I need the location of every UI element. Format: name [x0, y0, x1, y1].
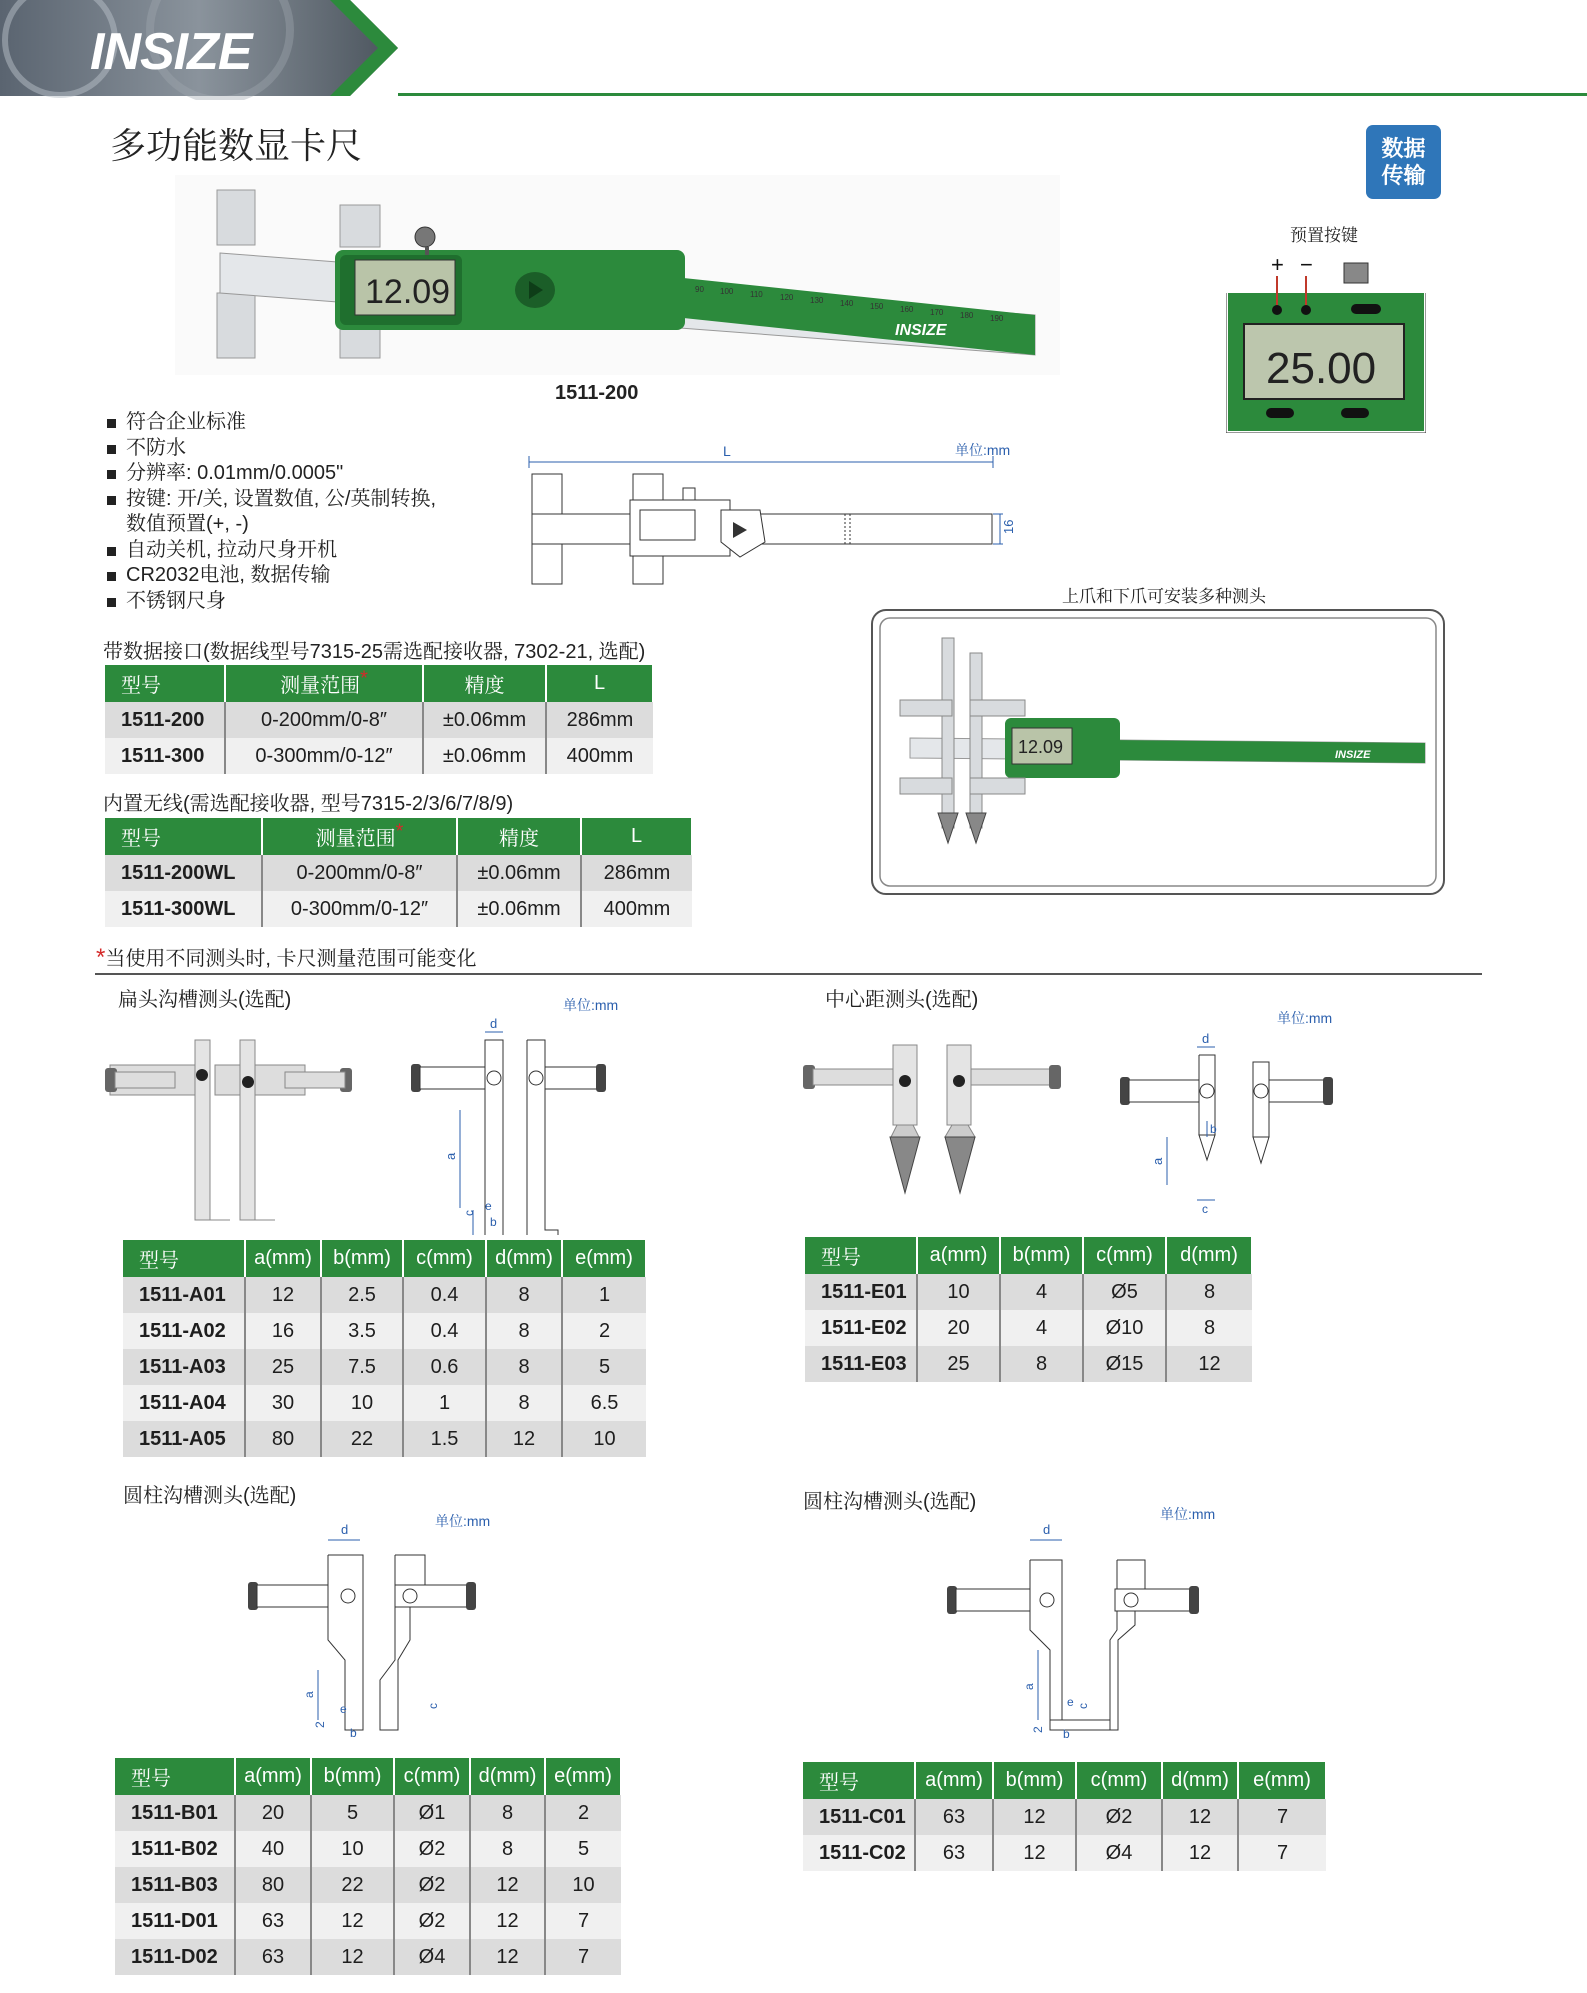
svg-text:180: 180: [960, 311, 974, 320]
table-cell: 25: [245, 1349, 321, 1385]
minus-label: −: [1300, 252, 1313, 277]
dim-label: b: [350, 1726, 357, 1740]
table-header: a(mm): [235, 1758, 311, 1795]
table-cell: 0.4: [403, 1277, 486, 1313]
table-cell: 7: [545, 1939, 621, 1975]
svg-text:120: 120: [780, 293, 794, 302]
badge-line2: 传输: [1381, 163, 1426, 188]
table-cell: 1511-A04: [123, 1385, 245, 1421]
table-cell: 12: [311, 1903, 394, 1939]
svg-text:130: 130: [810, 296, 824, 305]
table2-caption: 内置无线(需选配接收器, 型号7315-2/3/6/7/8/9): [103, 793, 514, 815]
table-cell: 40: [235, 1831, 311, 1867]
table-cell: Ø15: [1083, 1346, 1166, 1382]
dimension-unit: 单位:mm: [955, 442, 1011, 458]
section-c-unit: 单位:mm: [1160, 1506, 1216, 1522]
note-text: 当使用不同测头时, 卡尺测量范围可能变化: [105, 948, 477, 970]
table-row: [105, 702, 653, 738]
table-cell: Ø1: [394, 1795, 470, 1831]
table-cell: 8: [470, 1795, 545, 1831]
table-header: [225, 665, 423, 702]
table-cell: 4: [1000, 1310, 1083, 1346]
table-cell: 3.5: [321, 1313, 403, 1349]
table-cell: 1511-B03: [115, 1867, 235, 1903]
table-cell: Ø2: [394, 1903, 470, 1939]
table-cell: 12: [486, 1421, 562, 1457]
section-e-table: [805, 1237, 1253, 1382]
table-cell: 5: [545, 1831, 621, 1867]
svg-text:150: 150: [870, 302, 884, 311]
table-header-text: 测量范围: [315, 828, 396, 850]
table-cell: 1511-A03: [123, 1349, 245, 1385]
table-cell: 12: [993, 1799, 1076, 1835]
brand-logo: INSIZE: [90, 23, 252, 81]
table-cell: 286mm: [546, 702, 653, 738]
table-row: [805, 1310, 1252, 1346]
table-cell: 5: [562, 1349, 646, 1385]
table-row: [105, 891, 692, 927]
section-divider: [95, 973, 1482, 975]
table-cell: 8: [486, 1349, 562, 1385]
table-header: e(mm): [545, 1758, 621, 1795]
table-header: b(mm): [321, 1240, 403, 1277]
table-cell: 1: [562, 1277, 646, 1313]
table-cell: 80: [235, 1867, 311, 1903]
table-cell: 63: [915, 1835, 993, 1871]
table-cell: 22: [321, 1421, 403, 1457]
table-header: 型号: [123, 1240, 245, 1277]
svg-text:110: 110: [750, 290, 763, 299]
table-cell: 7: [545, 1903, 621, 1939]
feature-item: 按键: 开/关, 设置数值, 公/英制转换,: [104, 487, 436, 513]
table-cell: Ø10: [1083, 1310, 1166, 1346]
table-cell: 22: [311, 1867, 394, 1903]
table-cell: 20: [917, 1310, 1000, 1346]
table-cell: 10: [562, 1421, 646, 1457]
lcd-reading: 12.09: [365, 273, 451, 311]
table-cell: Ø2: [394, 1867, 470, 1903]
dim-label: e: [1067, 1695, 1074, 1709]
section-b-drawing: [240, 1520, 530, 1740]
table-cell: 1511-300WL: [105, 891, 262, 927]
dim-label: c: [1202, 1202, 1208, 1215]
table1-caption: 带数据接口(数据线型号7315-25需选配接收器, 7302-21, 选配): [103, 641, 646, 663]
badge-line1: 数据: [1381, 136, 1426, 161]
table-cell: 2: [545, 1795, 621, 1831]
feature-item: 分辨率: 0.01mm/0.0005": [104, 461, 436, 487]
table-row: [123, 1313, 646, 1349]
table-header-text: 测量范围: [280, 675, 361, 697]
table-cell: 12: [245, 1277, 321, 1313]
table-cell: 1511-C01: [803, 1799, 915, 1835]
dim-label: b: [490, 1215, 497, 1229]
section-c-table: [803, 1762, 1327, 1871]
table-header: 型号: [105, 818, 262, 855]
table-header: 精度: [423, 665, 546, 702]
table-cell: 12: [993, 1835, 1076, 1871]
table-row: [123, 1421, 646, 1457]
table-cell: 12: [1162, 1799, 1238, 1835]
table-row: [123, 1277, 646, 1313]
table-cell: ±0.06mm: [423, 738, 546, 774]
section-b-title: 圆柱沟槽测头(选配): [123, 1485, 297, 1507]
table-cell: 80: [245, 1421, 321, 1457]
table-cell: 8: [486, 1313, 562, 1349]
table-cell: 1511-A01: [123, 1277, 245, 1313]
table-cell: 30: [245, 1385, 321, 1421]
feature-item: 自动关机, 拉动尺身开机: [104, 538, 436, 564]
table-cell: 7: [1238, 1835, 1326, 1871]
dim-label: a: [443, 1152, 458, 1160]
section-b-unit: 单位:mm: [435, 1513, 491, 1529]
feature-item: CR2032电池, 数据传输: [104, 563, 436, 589]
section-a-title: 扁头沟槽测头(选配): [118, 989, 292, 1011]
dim-label: 2: [1031, 1726, 1045, 1733]
table-header: L: [581, 818, 692, 855]
table-cell: 10: [545, 1867, 621, 1903]
table-cell: 25: [917, 1346, 1000, 1382]
section-c-title: 圆柱沟槽测头(选配): [803, 1491, 977, 1513]
table-header: 精度: [457, 818, 581, 855]
dim-label: d: [341, 1522, 349, 1537]
table-cell: 63: [915, 1799, 993, 1835]
table-cell: 8: [486, 1277, 562, 1313]
star-mark: *: [395, 820, 404, 843]
feature-item: 数值预置(+, -): [126, 513, 249, 535]
table-cell: Ø5: [1083, 1274, 1166, 1310]
table-cell: 63: [235, 1939, 311, 1975]
svg-text:100: 100: [720, 287, 734, 296]
table-cell: ±0.06mm: [457, 855, 581, 891]
range-note: [96, 942, 476, 972]
accessory-photo-title: 上爪和下爪可安装多种测头: [1062, 587, 1266, 606]
table-cell: Ø4: [394, 1939, 470, 1975]
table-cell: 16: [245, 1313, 321, 1349]
table-cell: 20: [235, 1795, 311, 1831]
table-cell: 1511-B01: [115, 1795, 235, 1831]
table-cell: 0-300mm/0-12″: [225, 738, 423, 774]
table-header: b(mm): [1000, 1237, 1083, 1274]
preset-panel-title: 预置按键: [1290, 226, 1358, 245]
dim-label: d: [490, 1016, 498, 1031]
table-cell: 400mm: [546, 738, 653, 774]
table-cell: 12: [1162, 1835, 1238, 1871]
section-e-title: 中心距测头(选配): [825, 989, 979, 1011]
dim-label: a: [302, 1691, 316, 1698]
table-cell: 8: [470, 1831, 545, 1867]
table-header: 型号: [115, 1758, 235, 1795]
table-cell: 1511-200: [105, 702, 225, 738]
dim-label: b: [1063, 1727, 1070, 1741]
table-cell: 286mm: [581, 855, 692, 891]
table-header: 型号: [805, 1237, 917, 1274]
section-e-unit: 单位:mm: [1277, 1010, 1333, 1026]
model-caption: 1511-200: [555, 382, 639, 404]
dim-label: e: [485, 1199, 492, 1213]
table-cell: 1: [403, 1385, 486, 1421]
table-cell: 10: [311, 1831, 394, 1867]
table-header: b(mm): [993, 1762, 1076, 1799]
svg-text:190: 190: [990, 314, 1004, 323]
table-cell: 12: [1166, 1346, 1252, 1382]
table-cell: 6.5: [562, 1385, 646, 1421]
table-cell: Ø2: [394, 1831, 470, 1867]
table-header: d(mm): [486, 1240, 562, 1277]
table-cell: 0.6: [403, 1349, 486, 1385]
table-cell: Ø2: [1076, 1799, 1162, 1835]
table-cell: 12: [470, 1939, 545, 1975]
table-row: [803, 1835, 1326, 1871]
table-cell: 8: [1166, 1310, 1252, 1346]
table-cell: 1511-A02: [123, 1313, 245, 1349]
table-cell: 1.5: [403, 1421, 486, 1457]
length-label: L: [723, 443, 731, 459]
dim-label: c: [1076, 1703, 1090, 1709]
table-row: [805, 1274, 1252, 1310]
table-row: [803, 1799, 1326, 1835]
table-cell: ±0.06mm: [423, 702, 546, 738]
table-cell: 0-200mm/0-8″: [262, 855, 457, 891]
table-header: c(mm): [394, 1758, 470, 1795]
note-star: *: [96, 944, 106, 971]
table-header: d(mm): [1162, 1762, 1238, 1799]
table-cell: 1511-A05: [123, 1421, 245, 1457]
table-row: [115, 1795, 621, 1831]
table-cell: 1511-E03: [805, 1346, 917, 1382]
table-cell: Ø4: [1076, 1835, 1162, 1871]
data-transfer-badge: [1366, 125, 1441, 199]
caliper-dimension-drawing: [525, 442, 1025, 592]
table-cell: 1511-D02: [115, 1939, 235, 1975]
table-cell: 0.4: [403, 1313, 486, 1349]
dim-label: e: [340, 1702, 347, 1716]
table-header: b(mm): [311, 1758, 394, 1795]
table-header: 型号: [803, 1762, 915, 1799]
feature-item: 不锈钢尺身: [104, 589, 436, 615]
section-a-table: [123, 1240, 647, 1457]
table-row: [115, 1939, 621, 1975]
preset-keys-image: [1226, 248, 1426, 433]
dim-label: d: [1202, 1031, 1210, 1046]
star-mark: *: [360, 667, 368, 690]
table-header: c(mm): [403, 1240, 486, 1277]
section-c-drawing: [935, 1520, 1245, 1745]
page-title: 多功能数显卡尺: [110, 125, 363, 166]
table-row: [115, 1867, 621, 1903]
table-header: e(mm): [562, 1240, 646, 1277]
table-cell: 1511-B02: [115, 1831, 235, 1867]
dim-label: c: [462, 1210, 476, 1216]
preset-lcd-reading: 25.00: [1266, 344, 1377, 393]
table2: [105, 818, 693, 927]
section-a-drawing: [100, 1010, 640, 1235]
feature-item: 不防水: [104, 436, 436, 462]
feature-item: 符合企业标准: [104, 410, 436, 436]
table-cell: 1511-E01: [805, 1274, 917, 1310]
accessory-photo: [870, 608, 1446, 896]
table-cell: 0-300mm/0-12″: [262, 891, 457, 927]
accessory-brand: INSIZE: [1335, 749, 1371, 761]
table-cell: 1511-D01: [115, 1903, 235, 1939]
section-e-drawing: [795, 1025, 1365, 1215]
section-a-unit: 单位:mm: [563, 997, 619, 1013]
table-row: [115, 1831, 621, 1867]
table-cell: 0-200mm/0-8″: [225, 702, 423, 738]
table-header: a(mm): [917, 1237, 1000, 1274]
table1: [105, 665, 654, 774]
table-cell: 12: [470, 1903, 545, 1939]
table-row: [105, 855, 692, 891]
table-cell: ±0.06mm: [457, 891, 581, 927]
height-label: 16: [1001, 519, 1016, 534]
table-row: [105, 738, 653, 774]
svg-text:140: 140: [840, 299, 854, 308]
table-header: d(mm): [1166, 1237, 1252, 1274]
table-cell: 12: [311, 1939, 394, 1975]
table-cell: 63: [235, 1903, 311, 1939]
table-cell: 2: [562, 1313, 646, 1349]
table-header: d(mm): [470, 1758, 545, 1795]
table-header: a(mm): [915, 1762, 993, 1799]
scale-brand: INSIZE: [895, 322, 947, 339]
table-cell: 1511-C02: [803, 1835, 915, 1871]
table-cell: 8: [1000, 1346, 1083, 1382]
section-b-table: [115, 1758, 622, 1975]
table-cell: 7.5: [321, 1349, 403, 1385]
dim-label: a: [1150, 1157, 1165, 1165]
table-cell: 1511-200WL: [105, 855, 262, 891]
plus-label: +: [1271, 252, 1284, 277]
table-header: 型号: [105, 665, 225, 702]
table-cell: 5: [311, 1795, 394, 1831]
table-row: [115, 1903, 621, 1939]
table-cell: 10: [917, 1274, 1000, 1310]
dim-label: 2: [313, 1721, 327, 1728]
table-header: a(mm): [245, 1240, 321, 1277]
table-header: [262, 818, 457, 855]
table-cell: 10: [321, 1385, 403, 1421]
table-row: [123, 1349, 646, 1385]
dim-label: c: [426, 1703, 440, 1709]
table-cell: 1511-300: [105, 738, 225, 774]
table-header: c(mm): [1076, 1762, 1162, 1799]
dim-label: d: [1043, 1522, 1051, 1537]
table-row: [805, 1346, 1252, 1382]
table-cell: 8: [486, 1385, 562, 1421]
table-cell: 8: [1166, 1274, 1252, 1310]
table-cell: 12: [470, 1867, 545, 1903]
accessory-lcd: 12.09: [1018, 737, 1064, 757]
table-cell: 400mm: [581, 891, 692, 927]
svg-text:90: 90: [695, 285, 704, 294]
dim-label: b: [1210, 1122, 1217, 1136]
svg-text:160: 160: [900, 305, 914, 314]
table-row: [123, 1385, 646, 1421]
svg-text:170: 170: [930, 308, 944, 317]
caliper-product-image: [175, 175, 1060, 375]
table-header: c(mm): [1083, 1237, 1166, 1274]
table-cell: 1511-E02: [805, 1310, 917, 1346]
table-cell: 2.5: [321, 1277, 403, 1313]
table-cell: 4: [1000, 1274, 1083, 1310]
table-header: e(mm): [1238, 1762, 1326, 1799]
table-cell: 7: [1238, 1799, 1326, 1835]
table-header: L: [546, 665, 653, 702]
dim-label: a: [1022, 1683, 1036, 1690]
feature-list: [104, 410, 436, 614]
